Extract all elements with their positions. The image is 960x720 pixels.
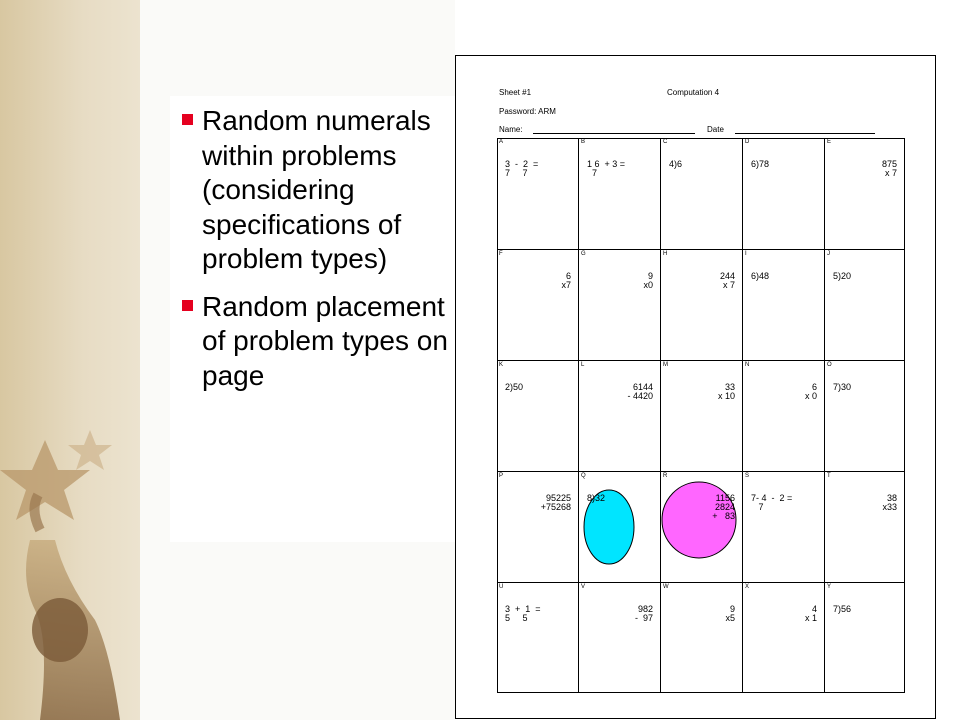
- grid-cell-o: [825, 361, 905, 472]
- problem-text: 5)20: [833, 271, 852, 281]
- problem-text: 38 x33: [882, 493, 897, 512]
- cell-letter: W: [663, 584, 669, 590]
- grid-cell-u: [497, 583, 579, 693]
- problem-text: 33 x 10: [717, 382, 735, 401]
- problem-text: 875 x 7: [881, 159, 897, 178]
- cell-letter: O: [827, 362, 832, 368]
- worksheet-title: Computation 4: [667, 88, 720, 97]
- problem-text: 8)32: [587, 493, 606, 503]
- grid-cell-b: [579, 138, 661, 250]
- cell-letter: L: [581, 362, 585, 368]
- grid-cell-j: [825, 250, 905, 361]
- problem-text: 7)56: [833, 604, 852, 614]
- problem-text: 4)6: [669, 159, 683, 169]
- grid-cell-p: [497, 472, 579, 583]
- problem-text: 982 - 97: [634, 604, 653, 623]
- cell-letter: P: [499, 473, 504, 479]
- problem-text: 3 + 1 = 5 5: [505, 604, 541, 623]
- cell-letter: U: [499, 584, 504, 590]
- grid-cell-g: [579, 250, 661, 361]
- problem-text: 9 x0: [643, 271, 653, 290]
- grid-cell-t: [825, 472, 905, 583]
- grid-cell-s: [743, 472, 825, 583]
- sheet-label: Sheet #1: [499, 88, 532, 97]
- problem-text: 6)78: [751, 159, 770, 169]
- grid-cell-h: [661, 250, 743, 361]
- problem-text: 7)30: [833, 382, 852, 392]
- cell-letter: N: [745, 362, 750, 368]
- problem-text: 1 6 + 3 = 7: [587, 159, 626, 178]
- bullet-text: Random numerals within problems (considering specifications of problem types): [202, 105, 431, 274]
- cell-letter: F: [499, 251, 503, 257]
- problem-text: 9 x5: [725, 604, 735, 623]
- cell-letter: V: [581, 584, 586, 590]
- problem-text: 6 x7: [561, 271, 571, 290]
- cell-letter: X: [745, 584, 750, 590]
- cell-letter: H: [663, 251, 668, 257]
- problem-text: 4 x 1: [804, 604, 817, 623]
- problem-text: 7- 4 - 2 = 7: [751, 493, 793, 512]
- name-label: Name:: [499, 125, 523, 134]
- problem-text: 1156 2824 + 83: [712, 493, 735, 521]
- grid-cell-w: [661, 583, 743, 693]
- cell-letter: E: [827, 139, 832, 145]
- grid-cell-k: [497, 361, 579, 472]
- cell-letter: K: [499, 362, 504, 368]
- cell-letter: G: [581, 251, 586, 257]
- problem-text: 244 x 7: [719, 271, 735, 290]
- grid-cell-l: [579, 361, 661, 472]
- cell-letter: T: [827, 473, 831, 479]
- grid-cell-q: [579, 472, 661, 583]
- cell-letter: Y: [827, 584, 832, 590]
- problem-text: 6 x 0: [804, 382, 817, 401]
- bullet-text: Random placement of problem types on page: [202, 290, 448, 391]
- cell-letter: C: [663, 139, 668, 145]
- cell-letter: J: [827, 251, 830, 257]
- cell-letter: Q: [581, 473, 586, 479]
- problem-text: 6)48: [751, 271, 770, 281]
- cell-letter: M: [663, 362, 668, 368]
- grid-cell-m: [661, 361, 743, 472]
- grid-cell-f: [497, 250, 579, 361]
- grid-cell-v: [579, 583, 661, 693]
- grid-cell-i: [743, 250, 825, 361]
- cell-letter: D: [745, 139, 750, 145]
- grid-cell-e: [825, 138, 905, 250]
- password-label: Password: ARM: [499, 107, 556, 116]
- grid-cell-c: [661, 138, 743, 250]
- grid-cell-d: [743, 138, 825, 250]
- cell-letter: S: [745, 473, 750, 479]
- cell-letter: A: [499, 139, 504, 145]
- grid-cell-x: [743, 583, 825, 693]
- problem-text: 6144 - 4420: [627, 382, 653, 401]
- date-label: Date: [707, 125, 724, 134]
- problem-text: 3 - 2 = 7 7: [505, 159, 539, 178]
- problem-text: 2)50: [505, 382, 524, 392]
- grid-cell-n: [743, 361, 825, 472]
- cell-letter: I: [745, 251, 747, 257]
- problem-text: 95225 +75268: [540, 493, 571, 512]
- grid-cell-r: [661, 472, 743, 583]
- grid-cell-y: [825, 583, 905, 693]
- cell-letter: R: [663, 473, 668, 479]
- grid-cell-a: [497, 138, 579, 250]
- cell-letter: B: [581, 139, 586, 145]
